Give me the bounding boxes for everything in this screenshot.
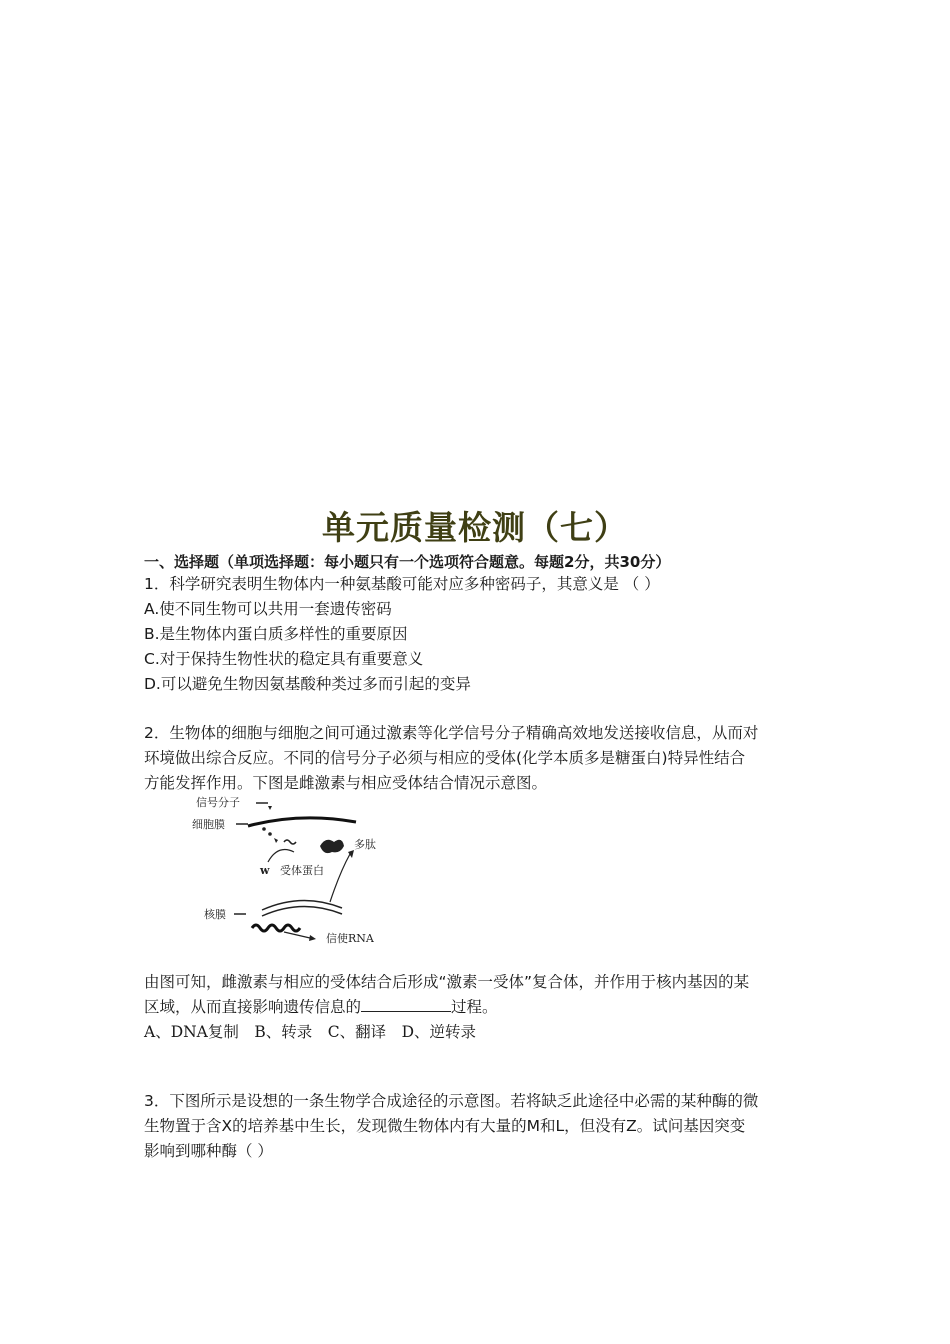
q2-after-text: 区域，从而直接影响遗传信息的 [144, 998, 362, 1016]
q2-after-line-1: 由图可知，雌激素与相应的受体结合后形成“激素一受体”复合体，并作用于核内基因的某 [144, 973, 750, 991]
label-mrna: 信使RNA [326, 932, 374, 945]
section-heading: 一、选择题（单项选择题：每小题只有一个选项符合题意。每题2分，共30分） [144, 553, 671, 571]
q2-stem-line-2: 环境做出综合反应。不同的信号分子必须与相应的受体(化学本质多是糖蛋白)特异性结合 [144, 749, 746, 767]
estrogen-receptor-figure [190, 792, 390, 952]
q2-stem-line-3: 方能发挥作用。下图是雌激素与相应受体结合情况示意图。 [144, 774, 548, 792]
q2-after-line-2 [144, 997, 498, 1017]
label-cell-membrane: 细胞膜 [192, 818, 225, 831]
q2-after-suffix: 过程。 [451, 998, 498, 1016]
q2-options: A、DNA复制 B、转录 C、翻译 D、逆转录 [144, 1023, 477, 1041]
q2-stem-line-1: 2．生物体的细胞与细胞之间可通过激素等化学信号分子精确高效地发送接收信息，从而对 [144, 724, 759, 742]
label-polypeptide: 多肽 [354, 838, 376, 851]
q1-option-d: D.可以避免生物因氨基酸种类过多而引起的变异 [144, 675, 471, 693]
page-title: 单元质量检测（七） [322, 508, 628, 547]
q1-option-a: A.使不同生物可以共用一套遗传密码 [144, 600, 392, 618]
answer-blank[interactable] [361, 997, 451, 1012]
label-receptor-protein: 受体蛋白 [280, 864, 324, 877]
label-signal-molecule: 信号分子 [196, 796, 240, 809]
q1-stem: 1．科学研究表明生物体内一种氨基酸可能对应多种密码子，其意义是 （ ） [144, 575, 660, 593]
svg-text:w: w [260, 864, 270, 877]
q3-stem-line-3: 影响到哪种酶（ ） [144, 1142, 273, 1160]
label-nuclear-membrane: 核膜 [204, 908, 226, 921]
q3-stem-line-2: 生物置于含X的培养基中生长，发现微生物体内有大量的M和L，但没有Z。试问基因突变 [144, 1117, 746, 1135]
q1-option-b: B.是生物体内蛋白质多样性的重要原因 [144, 625, 408, 643]
q1-option-c: C.对于保持生物性状的稳定具有重要意义 [144, 650, 424, 668]
q3-stem-line-1: 3．下图所示是设想的一条生物学合成途径的示意图。若将缺乏此途径中必需的某种酶的微 [144, 1092, 759, 1110]
